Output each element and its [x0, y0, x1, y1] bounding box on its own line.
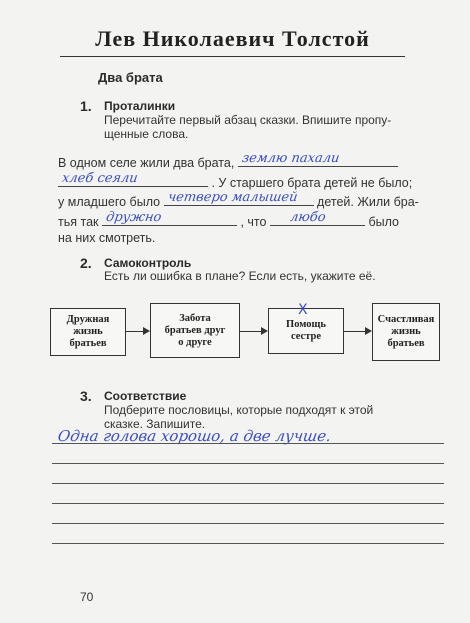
- fill-line-4: [58, 211, 399, 230]
- section-1-title: Проталинки: [104, 99, 176, 113]
- handwritten-answer: дружно: [105, 210, 163, 225]
- section-3-task-line-2: сказке. Запишите.: [104, 417, 206, 431]
- plan-box-2: Забота братьев друг о друге: [150, 303, 240, 358]
- answer-blank-5[interactable]: [270, 211, 365, 226]
- handwritten-proverb: Одна голова хорошо, а две лучше.: [56, 427, 333, 445]
- fill-text: . У старшего брата детей не было;: [211, 176, 413, 190]
- plan-box-1: Дружная жизнь братьев: [50, 308, 126, 356]
- writing-line-4[interactable]: [52, 503, 444, 504]
- plan-box-4: Счастливая жизнь братьев: [372, 303, 440, 361]
- fill-text: , что: [240, 215, 267, 229]
- page-number: 70: [80, 590, 94, 604]
- plan-arrow-3: [344, 331, 366, 332]
- section-3-number: 3.: [80, 388, 92, 404]
- plan-box-3: Помощь сестре: [268, 308, 344, 354]
- fill-text: было: [368, 215, 399, 229]
- fill-text: детей. Жили бра-: [317, 195, 419, 209]
- handwritten-answer: хлеб сеяли: [61, 171, 139, 186]
- writing-line-3[interactable]: [52, 483, 444, 484]
- plan-arrow-3-head: [365, 327, 372, 335]
- page-title: Лев Николаевич Толстой: [95, 26, 370, 51]
- handwritten-answer: четверо малышей: [166, 190, 299, 205]
- fill-line-5: на них смотреть.: [58, 231, 156, 245]
- title-underline: [60, 56, 405, 57]
- writing-line-2[interactable]: [52, 463, 444, 464]
- fill-line-2: [58, 172, 412, 191]
- section-2-task: Есть ли ошибка в плане? Если есть, укажите её.: [104, 269, 376, 283]
- writing-line-1[interactable]: [52, 443, 444, 444]
- fill-line-3: [58, 191, 419, 210]
- section-3-task-line-1: Подберите пословицы, которые подходят к этой: [104, 403, 374, 417]
- section-2-number: 2.: [80, 255, 92, 271]
- error-mark: X: [298, 302, 308, 318]
- handwritten-answer: землю пахали: [240, 151, 341, 166]
- section-2-title: Самоконтроль: [104, 256, 192, 270]
- plan-arrow-1-head: [143, 327, 150, 335]
- section-1-task-line-2: щенные слова.: [104, 127, 189, 141]
- answer-blank-4[interactable]: [102, 211, 237, 226]
- writing-line-6[interactable]: [52, 543, 444, 544]
- answer-blank-1[interactable]: [238, 152, 398, 167]
- plan-arrow-1: [126, 331, 144, 332]
- writing-line-5[interactable]: [52, 523, 444, 524]
- fill-line-1: [58, 152, 398, 171]
- plan-arrow-2-head: [261, 327, 268, 335]
- plan-arrow-2: [240, 331, 262, 332]
- fill-text: тья так: [58, 215, 99, 229]
- section-1-task-line-1: Перечитайте первый абзац сказки. Впишите пропу-: [104, 113, 392, 127]
- section-1-number: 1.: [80, 98, 92, 114]
- section-3-title: Соответствие: [104, 389, 187, 403]
- handwritten-answer: любо: [288, 210, 327, 225]
- fill-text: у младшего было: [58, 195, 161, 209]
- story-title: Два брата: [98, 70, 163, 85]
- answer-blank-3[interactable]: [164, 191, 314, 206]
- fill-text: В одном селе жили два брата,: [58, 156, 235, 170]
- answer-blank-2[interactable]: [58, 172, 208, 187]
